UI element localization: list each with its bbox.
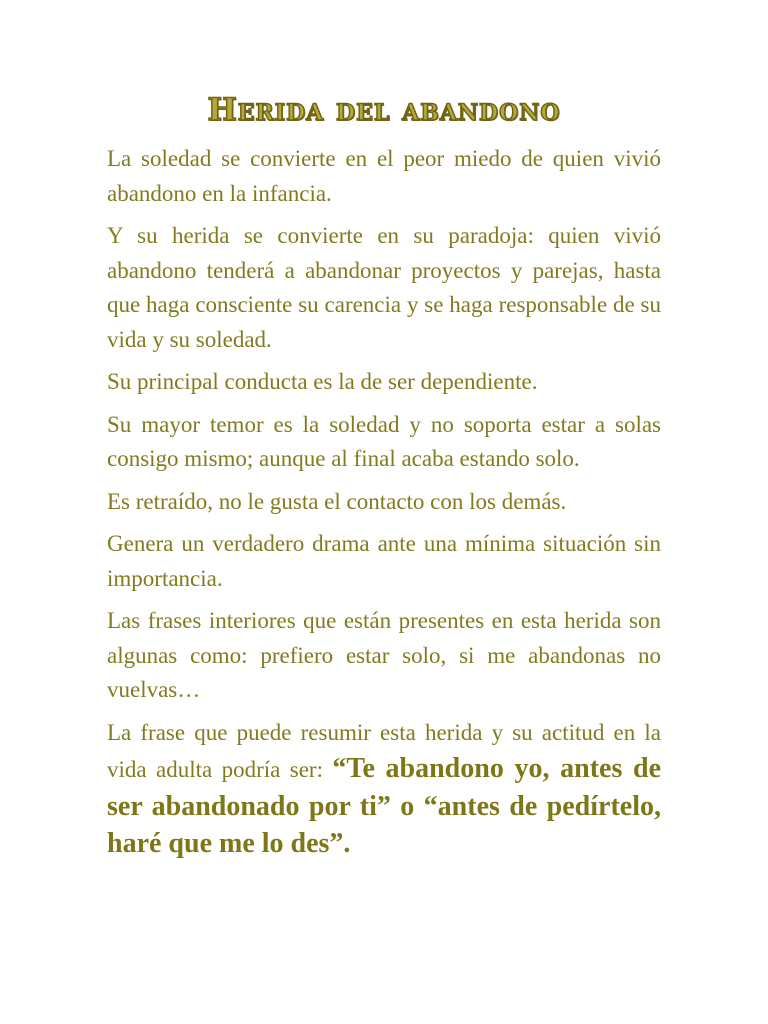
paragraph-7: Las frases interiores que están presentes en esta herida son algunas como: prefiero estar solo, si me abandonas no vuelvas…	[107, 608, 661, 702]
paragraph-final	[107, 716, 661, 863]
final-paragraph-intro: La frase que puede resumir esta herida y su actitud en la vida adulta podría ser:	[107, 719, 661, 782]
document-body	[107, 142, 661, 863]
paragraph-2: Y su herida se convierte en su paradoja: quien vivió abandono tenderá a abandonar proyectos y parejas, hasta que haga consciente su carencia y se haga responsable de su vida y su soledad.	[107, 223, 661, 352]
final-quote: “Te abandono yo, antes de ser abandonado por ti” o “antes de pedírtelo, haré que me lo des”.	[107, 753, 661, 859]
paragraph-6: Genera un verdadero drama ante una mínima situación sin importancia.	[107, 531, 661, 591]
document-title: Herida del abandono	[207, 92, 561, 128]
paragraph-1: La soledad se convierte en el peor miedo de quien vivió abandono en la infancia.	[107, 146, 661, 206]
paragraph-3: Su principal conducta es la de ser dependiente.	[107, 369, 538, 394]
paragraph-4: Su mayor temor es la soledad y no soporta estar a solas consigo mismo; aunque al final acaba estando solo.	[107, 411, 661, 471]
paragraph-5: Es retraído, no le gusta el contacto con los demás.	[107, 488, 567, 514]
